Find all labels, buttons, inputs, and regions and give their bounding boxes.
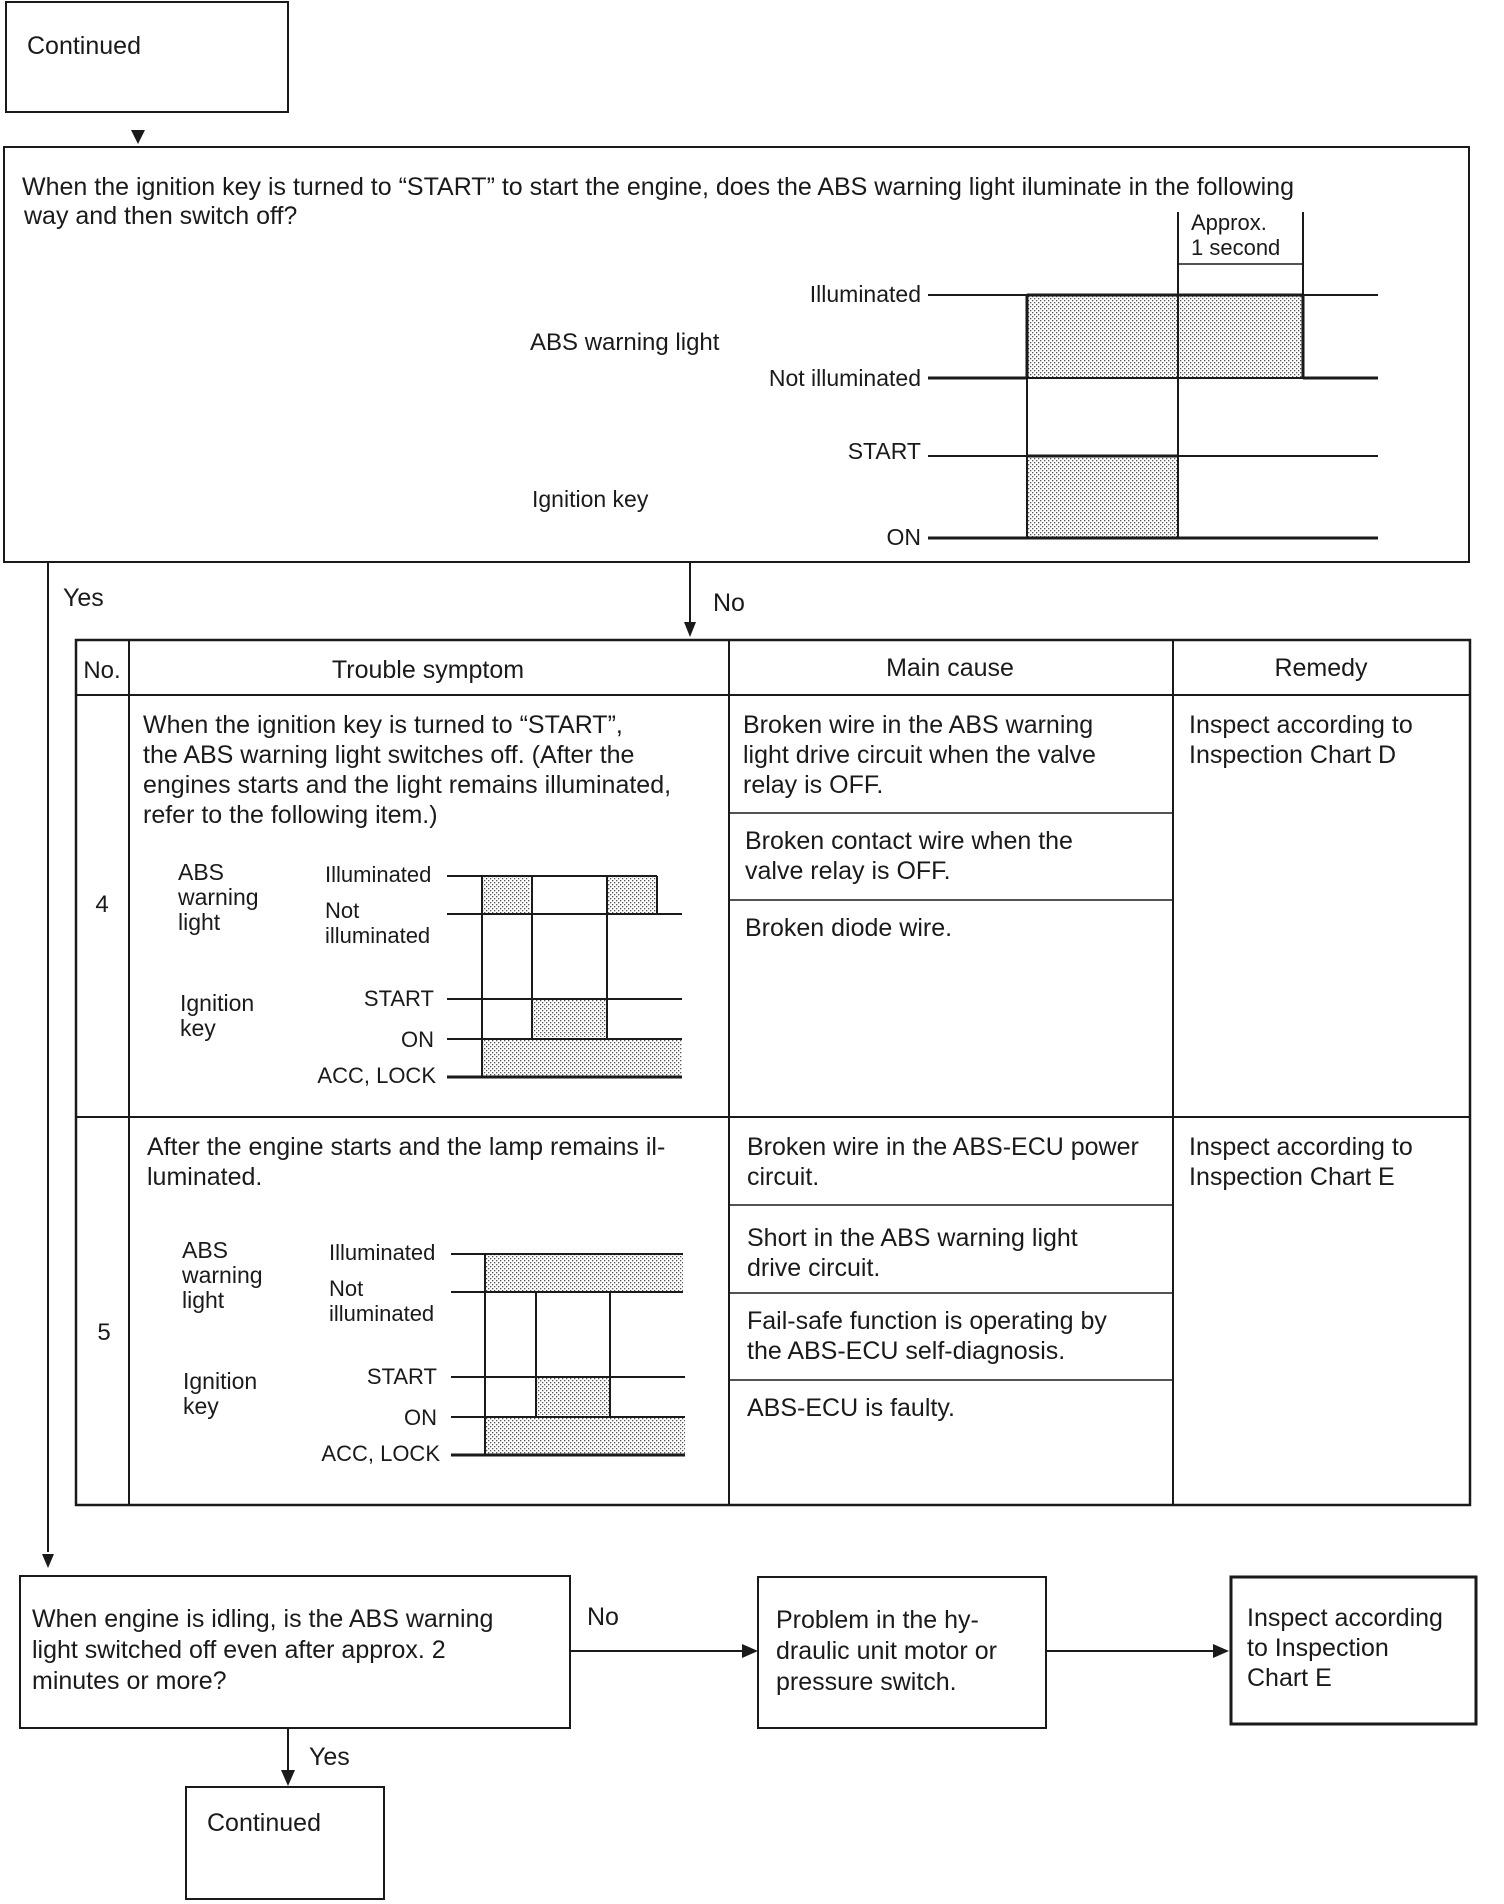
start-question-line1: When the ignition key is turned to “START” to start the engine, does the ABS warning light iluminate in the following: [22, 173, 1294, 201]
yes-label-bottom: Yes: [309, 1743, 350, 1771]
illuminated-label: Illuminated: [809, 281, 921, 307]
row-5-illuminated2-label: illuminated: [329, 1301, 435, 1326]
arrow-down-icon: [131, 130, 145, 144]
trouble-table: [76, 640, 1470, 1505]
not-illuminated-label: Not illuminated: [768, 365, 921, 391]
row-4-cause-2-line1: Broken contact wire when the: [745, 827, 1073, 855]
row-4-remedy-line2: Inspection Chart D: [1189, 741, 1397, 769]
inspect-chart-e-box: [1231, 1577, 1476, 1724]
problem-box: [758, 1577, 1046, 1728]
row-4-cause-1-line1: Broken wire in the ABS warning: [743, 711, 1094, 739]
problem-line1: Problem in the hy-: [776, 1606, 979, 1634]
idle-question-line2: light switched off even after approx. 2: [32, 1636, 446, 1664]
no-label-bottom: No: [587, 1603, 619, 1631]
row-4-acc-lock-label: ACC, LOCK: [317, 1063, 436, 1088]
row-5-cause-1-line1: Broken wire in the ABS-ECU power: [747, 1133, 1139, 1161]
row-4-remedy-line1: Inspect according to: [1189, 711, 1413, 739]
row-4-key-label: key: [180, 1015, 216, 1041]
row-5-illuminated-label: Illuminated: [329, 1240, 436, 1265]
row-5-remedy-line2: Inspection Chart E: [1189, 1163, 1395, 1191]
idle-question-box: [20, 1576, 570, 1728]
start-label: START: [847, 438, 921, 464]
idle-question-line1: When engine is idling, is the ABS warning: [32, 1605, 494, 1633]
row-4-not-label: Not: [325, 898, 360, 923]
row-4-cause-1-line3: relay is OFF.: [743, 771, 884, 799]
problem-line2: draulic unit motor or: [776, 1637, 997, 1665]
row-5-not-label: Not: [329, 1276, 364, 1301]
row-5-cause-1-line2: circuit.: [747, 1163, 820, 1191]
yes-label-top: Yes: [63, 584, 104, 612]
row-5-cause-2-line2: drive circuit.: [747, 1254, 881, 1282]
row-4-symptom-line2: the ABS warning light switches off. (After the: [143, 741, 635, 769]
row-4-no: 4: [95, 891, 109, 918]
one-second-label: 1 second: [1191, 235, 1281, 260]
arrow-right-icon: [742, 1644, 758, 1658]
approx-label: Approx.: [1191, 210, 1267, 235]
row-5-ignition-label: Ignition: [183, 1368, 258, 1394]
row-4-warning-label: warning: [178, 884, 259, 910]
row-4-ignition-label: Ignition: [180, 990, 255, 1016]
row-4-cause-3-line1: Broken diode wire.: [745, 914, 953, 942]
row-4-illuminated2-label: illuminated: [325, 923, 431, 948]
inspect-e-line2: to Inspection: [1247, 1634, 1389, 1662]
row-4-abs-label: ABS: [178, 859, 225, 885]
row-4-symptom-line1: When the ignition key is turned to “START”,: [143, 711, 623, 739]
row-5-cause-2-line1: Short in the ABS warning light: [747, 1224, 1078, 1252]
row-4-timing-diagram: [177, 859, 682, 1088]
header-no: No.: [83, 657, 121, 684]
row-4-cause-1-line2: light drive circuit when the valve: [743, 741, 1096, 769]
arrow-right-icon: [1213, 1644, 1229, 1658]
row-5-timing-diagram: [181, 1237, 685, 1466]
row-4-cause-2-line2: valve relay is OFF.: [745, 857, 951, 885]
row-4-symptom-line4: refer to the following item.): [143, 801, 438, 829]
row-5-cause-3-line1: Fail-safe function is operating by: [747, 1307, 1107, 1335]
row-5-cause-3-line2: the ABS-ECU self-diagnosis.: [747, 1337, 1066, 1365]
no-label-top: No: [713, 589, 745, 617]
arrow-down-icon: [684, 622, 696, 637]
row-5-start-label: START: [366, 1364, 437, 1389]
row-5-acc-lock-label: ACC, LOCK: [321, 1441, 440, 1466]
continued-bottom-label: Continued: [207, 1809, 321, 1837]
inspect-e-line3: Chart E: [1247, 1664, 1332, 1692]
abs-warning-light-label: ABS warning light: [530, 329, 720, 356]
start-question-line2: way and then switch off?: [24, 202, 298, 230]
continued-top-box: [6, 2, 288, 112]
row-5-light-label: light: [182, 1287, 225, 1313]
arrow-down-icon: [42, 1554, 54, 1568]
row-4-light-label: light: [178, 909, 221, 935]
row-5-no: 5: [97, 1319, 111, 1346]
row-5-warning-label: warning: [182, 1262, 263, 1288]
arrow-down-icon: [281, 1770, 295, 1786]
row-4-on-label: ON: [401, 1027, 434, 1052]
header-trouble-symptom: Trouble symptom: [331, 656, 525, 684]
row-4-start-label: START: [363, 986, 434, 1011]
problem-line3: pressure switch.: [776, 1668, 957, 1696]
row-4-illuminated-label: Illuminated: [325, 862, 432, 887]
timing-diagram: [530, 210, 1378, 550]
ignition-key-label: Ignition key: [532, 486, 649, 512]
row-5-symptom-line2: luminated.: [147, 1163, 263, 1191]
header-remedy: Remedy: [1274, 654, 1368, 682]
row-5-on-label: ON: [404, 1405, 437, 1430]
continued-top-label: Continued: [27, 32, 141, 60]
inspect-e-line1: Inspect according: [1247, 1604, 1443, 1632]
continued-bottom-box: [186, 1787, 384, 1899]
row-5-remedy-line1: Inspect according to: [1189, 1133, 1413, 1161]
row-5-abs-label: ABS: [182, 1237, 229, 1263]
row-4-symptom-line3: engines starts and the light remains illuminated,: [143, 771, 672, 799]
header-main-cause: Main cause: [886, 654, 1014, 682]
on-label: ON: [886, 524, 921, 550]
row-5-symptom-line1: After the engine starts and the lamp remains il-: [147, 1133, 666, 1161]
row-5-key-label: key: [183, 1393, 219, 1419]
row-5-cause-4-line1: ABS-ECU is faulty.: [747, 1394, 955, 1422]
idle-question-line3: minutes or more?: [32, 1667, 227, 1695]
